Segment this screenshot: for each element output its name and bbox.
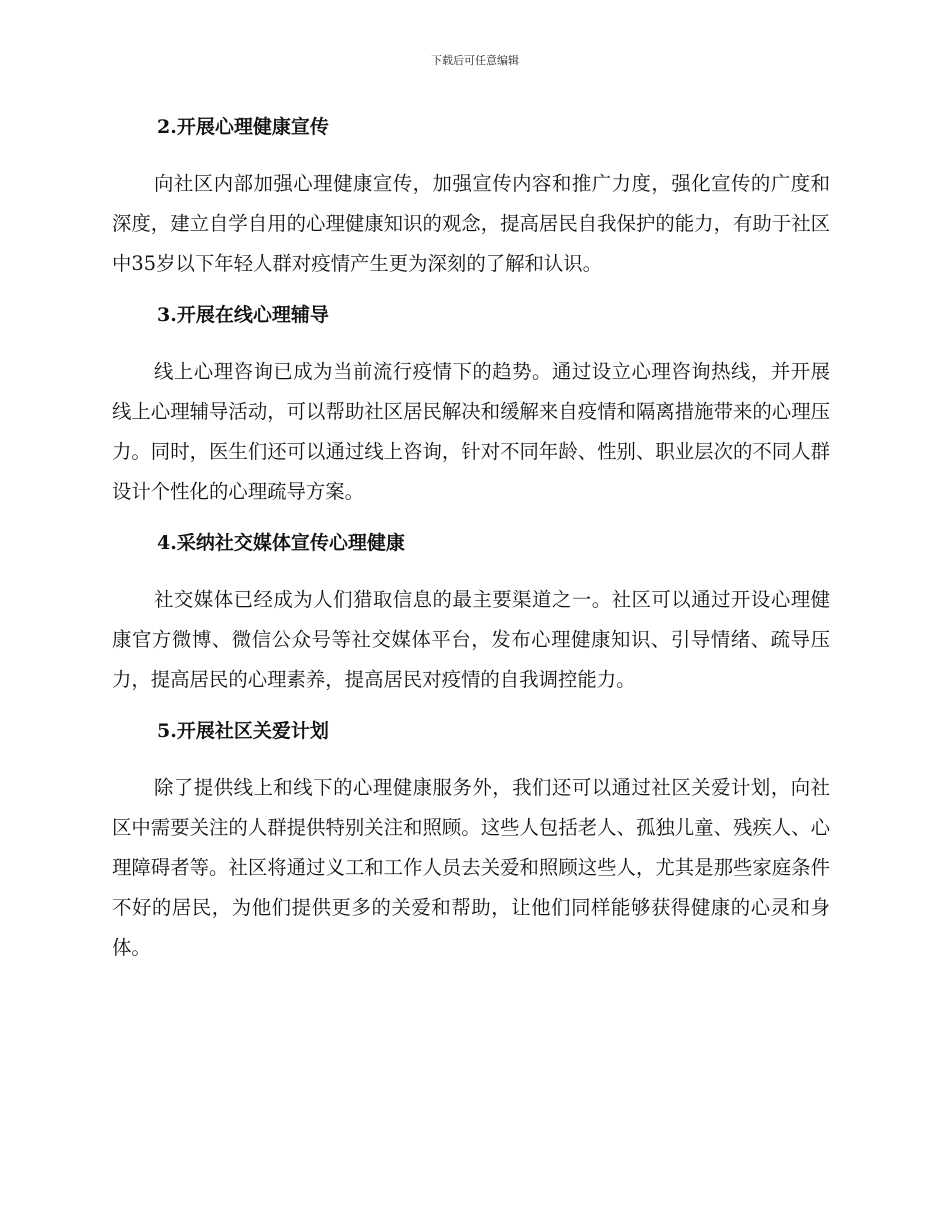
section-body-social-media: 社交媒体已经成为人们猎取信息的最主要渠道之一。社区可以通过开设心理健康官方微博、微信公众号等社交媒体平台，发布心理健康知识、引导情绪、疏导压力，提高居民的心理素养，提高居民对疫情的自我调控能力。 <box>112 588 830 691</box>
document-body <box>112 110 830 968</box>
section-body-publicity: 向社区内部加强心理健康宣传，加强宣传内容和推广力度，强化宣传的广度和深度，建立自学自用的心理健康知识的观念，提高居民自我保护的能力，有助于社区中35岁以下年轻人群对疫情产生更为深刻的了解和认识。 <box>112 172 830 275</box>
section-body-care-plan: 除了提供线上和线下的心理健康服务外，我们还可以通过社区关爱计划，向社区中需要关注的人群提供特别关注和照顾。这些人包括老人、孤独儿童、残疾人、心理障碍者等。社区将通过义工和工作人员去关爱和照顾这些人，尤其是那些家庭条件不好的居民，为他们提供更多的关爱和帮助，让他们同样能够获得健康的心灵和身体。 <box>112 776 830 959</box>
section-heading-publicity: 2.开展心理健康宣传 <box>157 116 329 138</box>
section-heading-online-counseling: 3.开展在线心理辅导 <box>157 304 329 326</box>
section-body-online-counseling: 线上心理咨询已成为当前流行疫情下的趋势。通过设立心理咨询热线，并开展线上心理辅导活动，可以帮助社区居民解决和缓解来自疫情和隔离措施带来的心理压力。同时，医生们还可以通过线上咨询，针对不同年龄、性别、职业层次的不同人群设计个性化的心理疏导方案。 <box>112 360 830 503</box>
page-header: 下载后可任意编辑 <box>431 54 519 67</box>
section-heading-care-plan: 5.开展社区关爱计划 <box>157 720 329 742</box>
section-heading-social-media: 4.采纳社交媒体宣传心理健康 <box>157 532 405 554</box>
